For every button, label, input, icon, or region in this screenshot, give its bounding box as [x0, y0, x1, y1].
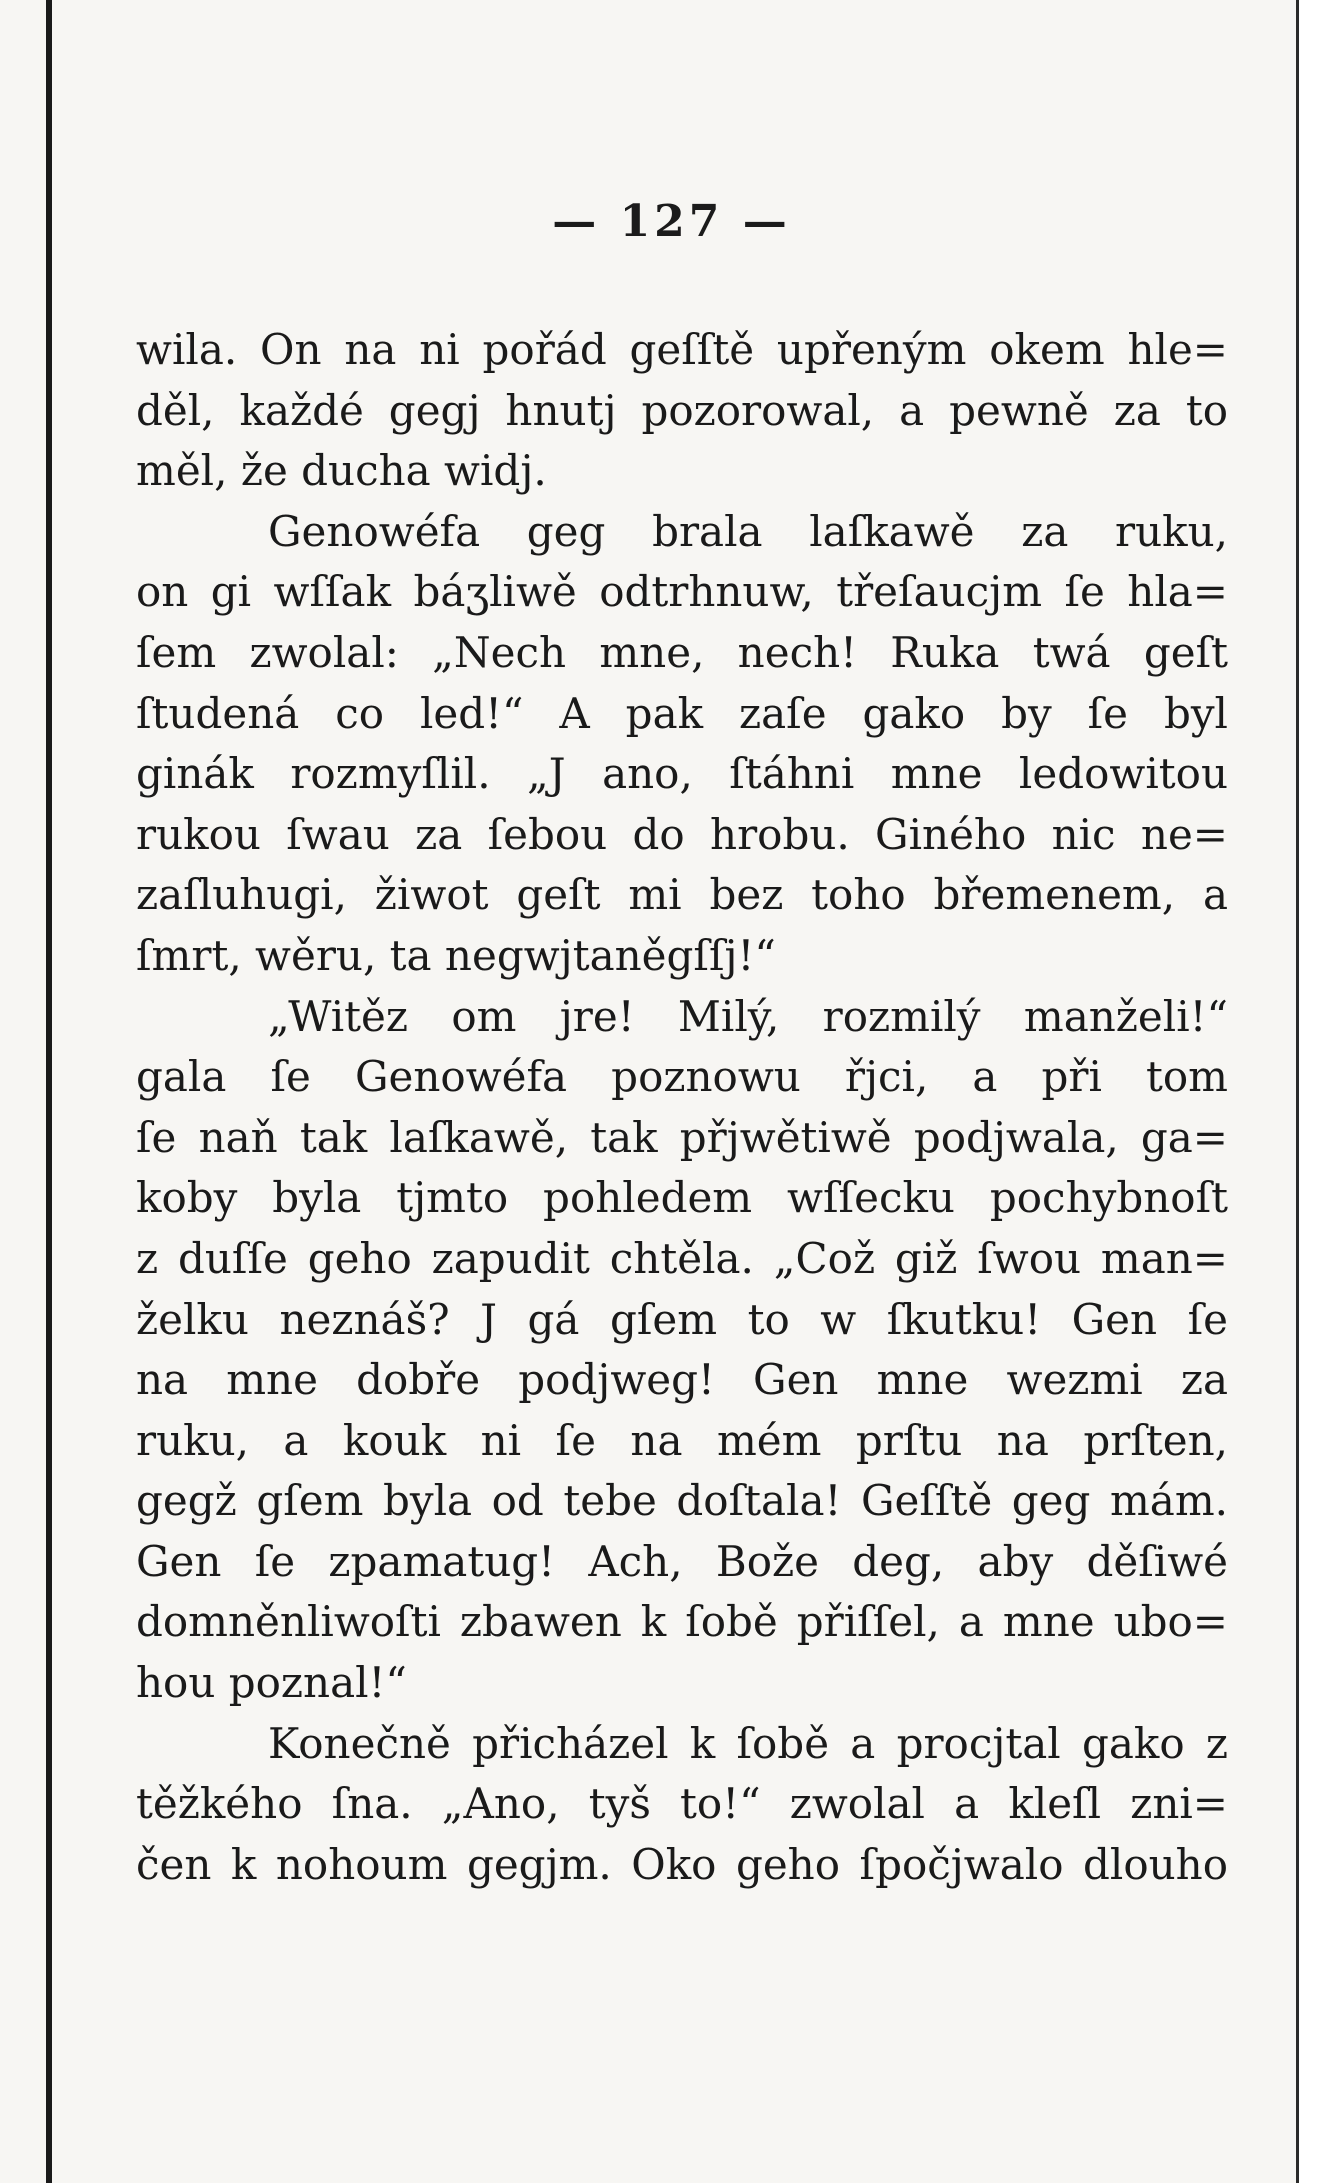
text-line: želku neznáš? J gá gſem to w ſkutku! Gen ſe: [136, 1294, 1228, 1344]
text-line: Gen ſe zpamatug! Ach, Bože deg, aby děſiwé: [136, 1536, 1228, 1586]
text-line: Konečně přicházel k ſobě a procjtal gako z: [268, 1718, 1228, 1768]
text-line: čen k nohoum gegjm. Oko geho ſpočjwalo dlouho: [136, 1839, 1228, 1889]
text-line: rukou ſwau za ſebou do hrobu. Giného nic ne=: [136, 809, 1228, 859]
text-line: zaſluhugi, žiwot geſt mi bez toho břemenem, a: [136, 870, 1228, 920]
text-line: z duſſe geho zapudit chtěla. „Což giž ſwou man=: [136, 1233, 1228, 1283]
text-line: děl, každé gegj hnutj pozorowal, a pewně za to: [136, 385, 1228, 435]
text-line: wila. On na ni pořád geſſtě upřeným okem hle=: [136, 325, 1228, 374]
text-line: na mne dobře podjweg! Gen mne wezmi za: [136, 1355, 1228, 1405]
page-right-margin: [1299, 0, 1343, 2183]
text-line: ſe naň tak laſkawě, tak přjwětiwě podjwala, ga=: [136, 1112, 1228, 1162]
text-line: těžkého ſna. „Ano, tyš to!“ zwolal a kleſl zni=: [136, 1779, 1228, 1829]
page-left-edge: [46, 0, 52, 2183]
text-line: ginák rozmyſlil. „J ano, ſtáhni mne ledowitou: [136, 749, 1228, 799]
text-line: gala ſe Genowéfa poznowu řjci, a při tom: [136, 1052, 1228, 1102]
text-line: měl, že ducha widj.: [136, 446, 547, 496]
text-line: on gi wſſak báʒliwě odtrhnuw, třeſaucjm ſe hla=: [136, 567, 1228, 617]
text-line: ruku, a kouk ni ſe na mém prſtu na prſten,: [136, 1415, 1228, 1465]
text-line: ſtudená co led!“ A pak zaſe gako by ſe byl: [136, 688, 1228, 738]
text-line: Genowéfa geg brala laſkawě za ruku,: [268, 506, 1228, 556]
text-line: hou poznal!“: [136, 1658, 407, 1708]
text-line: domněnliwoſti zbawen k ſobě přiſſel, a mne ubo=: [136, 1597, 1228, 1647]
body-text: [136, 320, 1228, 1895]
text-line: gegž gſem byla od tebe doſtala! Geſſtě geg mám.: [136, 1476, 1228, 1526]
text-line: „Witěz om jre! Milý, rozmilý manželi!“: [268, 991, 1228, 1041]
page-number-header: — 127 —: [552, 196, 791, 247]
text-line: koby byla tjmto pohledem wſſecku pochybnoſt: [136, 1173, 1228, 1223]
text-line: ſmrt, wěru, ta negwjtaněgſſj!“: [136, 930, 776, 980]
text-line: ſem zwolal: „Nech mne, nech! Ruka twá geſt: [136, 627, 1228, 677]
